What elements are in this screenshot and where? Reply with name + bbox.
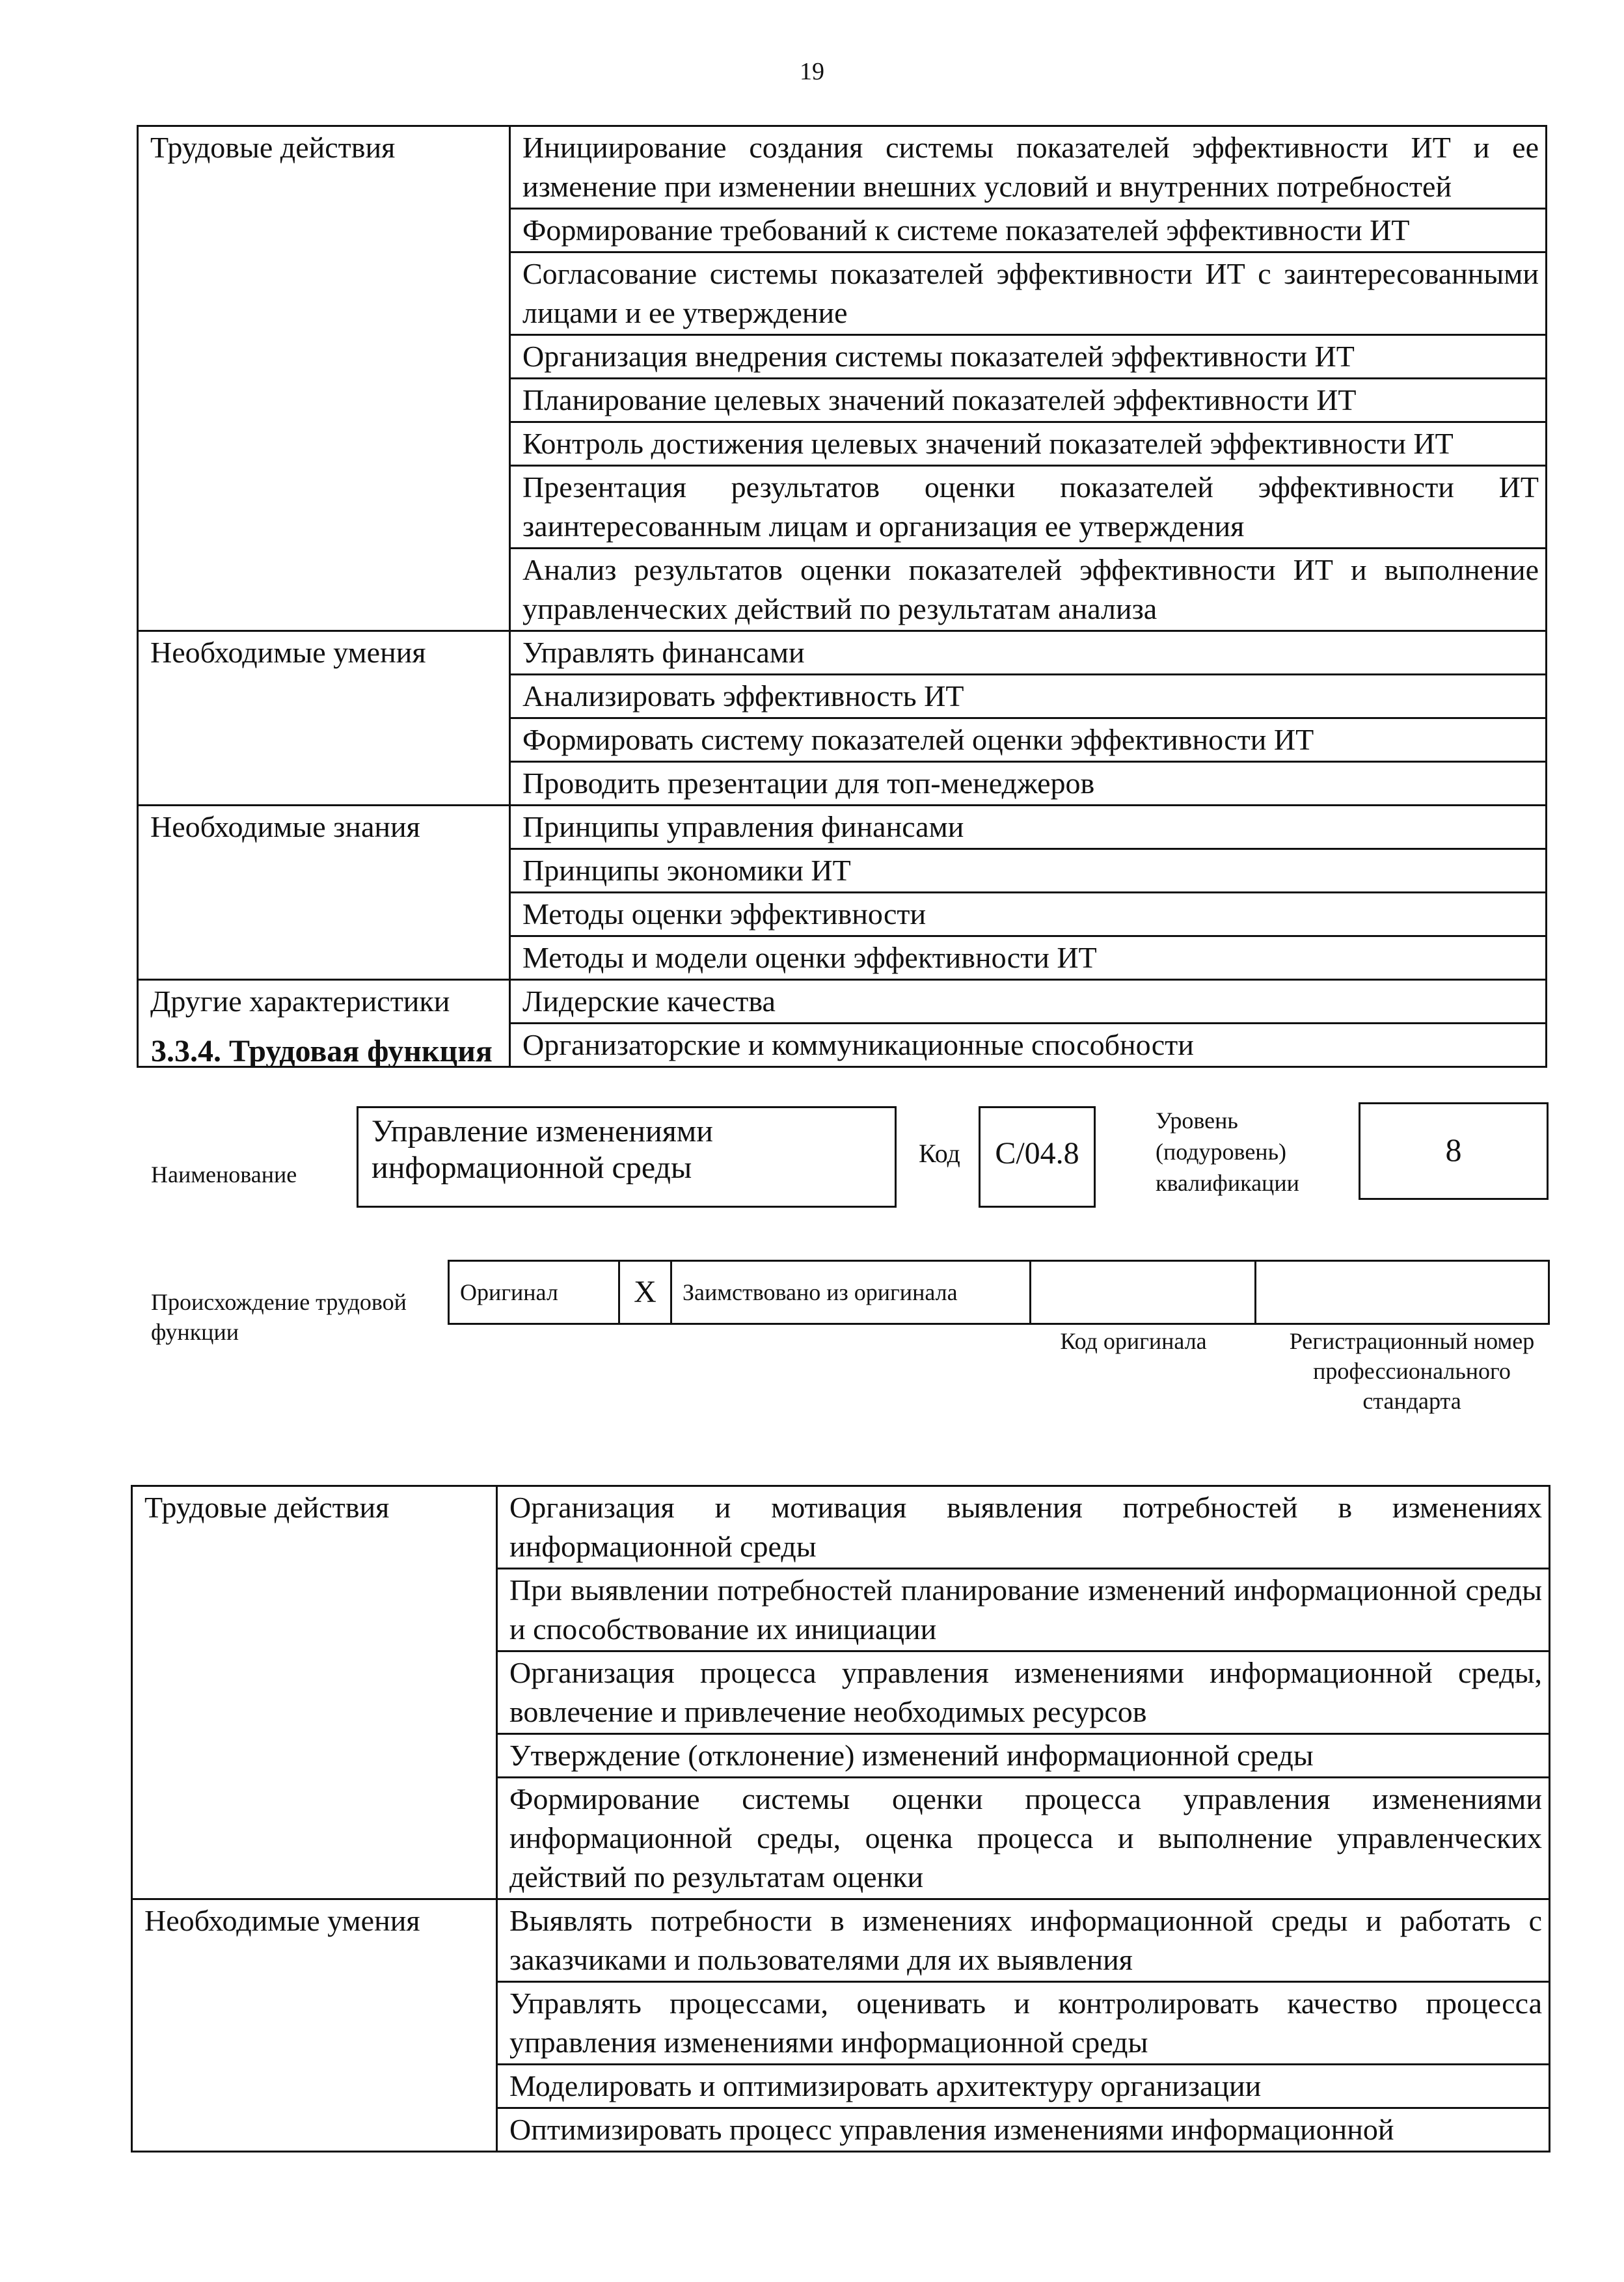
row-group-label: Необходимые знания	[138, 806, 510, 980]
row-group-label: Другие характеристики	[138, 980, 510, 1067]
origin-label: Происхождение трудовой функции	[151, 1289, 407, 1345]
registration-number-caption: Регистрационный номер профессионального стандарта	[1289, 1328, 1535, 1414]
competency-table-2	[131, 1485, 1550, 2153]
table-cell: Оптимизировать процесс управления изменениями информационной	[497, 2108, 1550, 2152]
row-group-label: Необходимые умения	[132, 1899, 497, 2152]
table-cell: Принципы управления финансами	[510, 806, 1547, 849]
table-row	[138, 631, 1547, 675]
table-cell: Планирование целевых значений показателей эффективности ИТ	[510, 379, 1547, 422]
origin-code-cell	[1031, 1261, 1256, 1324]
table-cell: Организация и мотивация выявления потребностей в изменениях информационной среды	[497, 1486, 1550, 1569]
level-label: Уровень (подуровень) квалификации	[1156, 1107, 1299, 1196]
row-group-label: Необходимые умения	[138, 631, 510, 806]
name-label: Наименование	[151, 1161, 297, 1188]
table-cell: Контроль достижения целевых значений показателей эффективности ИТ	[510, 422, 1547, 466]
table-cell: Согласование системы показателей эффективности ИТ с заинтересованными лицами и ее утверждение	[510, 252, 1547, 335]
table-cell: Презентация результатов оценки показателей эффективности ИТ заинтересованным лицам и организация ее утверждения	[510, 466, 1547, 549]
table-cell: Формирование системы оценки процесса управления изменениями информационной среды, оценка процесса и выполнение управленческих действий по результатам оценки	[497, 1778, 1550, 1899]
table-cell: Формировать систему показателей оценки эффективности ИТ	[510, 718, 1547, 762]
table-cell: Методы оценки эффективности	[510, 893, 1547, 936]
origin-original-cell: Оригинал	[449, 1261, 619, 1324]
competency-table-1	[137, 125, 1547, 1068]
table-cell: Лидерские качества	[510, 980, 1547, 1024]
origin-borrowed-cell: Заимствовано из оригинала	[671, 1261, 1031, 1324]
table-cell: Формирование требований к системе показателей эффективности ИТ	[510, 209, 1547, 252]
table1-body	[138, 126, 1547, 1067]
table-cell: Управлять финансами	[510, 631, 1547, 675]
origin-mark-cell: X	[619, 1261, 671, 1324]
table-cell: Анализ результатов оценки показателей эффективности ИТ и выполнение управленческих действий по результатам анализа	[510, 549, 1547, 631]
row-group-label: Трудовые действия	[132, 1486, 497, 1899]
table-cell: Инициирование создания системы показателей эффективности ИТ и ее изменение при изменении внешних условий и внутренних потребностей	[510, 126, 1547, 209]
page-number: 19	[800, 58, 824, 85]
table-cell: Организаторские и коммуникационные способности	[510, 1024, 1547, 1067]
table2-body	[132, 1486, 1550, 2152]
table-cell: Анализировать эффективность ИТ	[510, 675, 1547, 718]
table-cell: Управлять процессами, оценивать и контролировать качество процесса управления изменениями информационной среды	[497, 1982, 1550, 2065]
code-label: Код	[919, 1139, 960, 1168]
table-cell: Проводить презентации для топ-менеджеров	[510, 762, 1547, 806]
table-cell: Принципы экономики ИТ	[510, 849, 1547, 893]
table-cell: Методы и модели оценки эффективности ИТ	[510, 936, 1547, 980]
table-row	[138, 980, 1547, 1024]
table-row	[138, 126, 1547, 209]
table-cell: Моделировать и оптимизировать архитектуру организации	[497, 2065, 1550, 2108]
row-group-label: Трудовые действия	[138, 126, 510, 631]
table-cell: Утверждение (отклонение) изменений информационной среды	[497, 1734, 1550, 1778]
table-cell: Организация процесса управления изменениями информационной среды, вовлечение и привлечение необходимых ресурсов	[497, 1651, 1550, 1734]
original-code-caption: Код оригинала	[1060, 1328, 1207, 1354]
section-heading: 3.3.4. Трудовая функция	[151, 1034, 493, 1068]
table-cell: При выявлении потребностей планирование изменений информационной среды и способствование их инициации	[497, 1569, 1550, 1651]
table-cell: Организация внедрения системы показателей эффективности ИТ	[510, 335, 1547, 379]
origin-table	[448, 1260, 1550, 1325]
table-row	[132, 1486, 1550, 1569]
table-row	[132, 1899, 1550, 1982]
level-value-field: 8	[1359, 1102, 1549, 1200]
table-cell: Выявлять потребности в изменениях информационной среды и работать с заказчиками и пользователями для их выявления	[497, 1899, 1550, 1982]
function-code-field: C/04.8	[979, 1106, 1096, 1208]
table-row	[138, 806, 1547, 849]
function-name-field: Управление изменениями информационной среды	[357, 1106, 897, 1208]
origin-reg-number-cell	[1256, 1261, 1549, 1324]
origin-row	[449, 1261, 1549, 1324]
